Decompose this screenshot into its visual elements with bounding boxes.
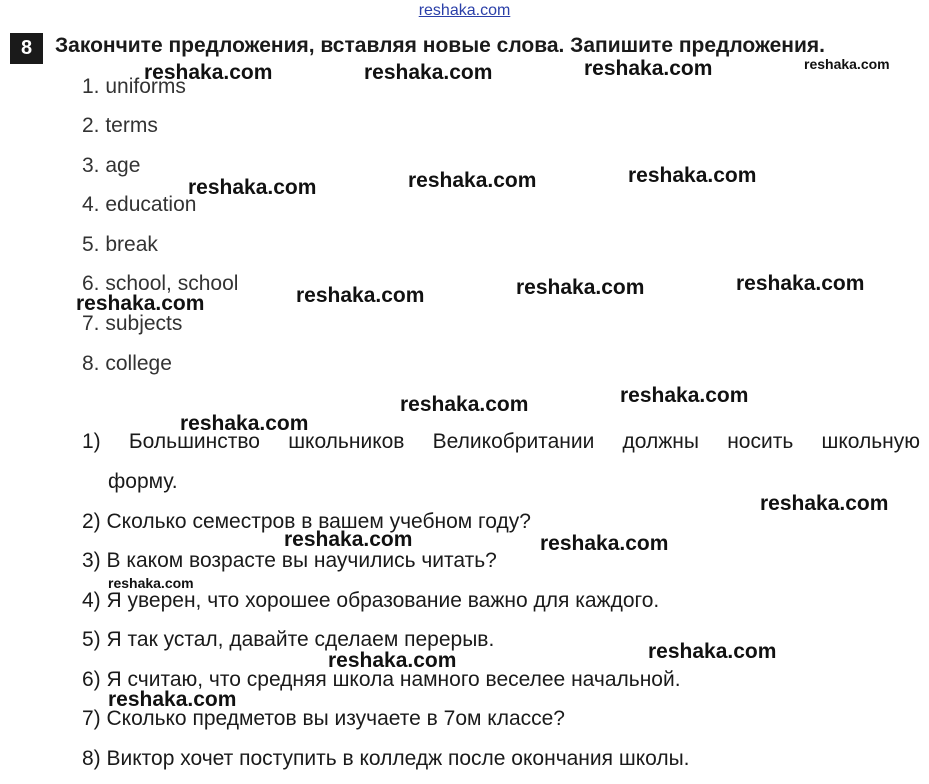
sentence-7: 7) Сколько предметов вы изучаете в 7ом классе? (82, 707, 565, 730)
watermark-text: reshaka.com (736, 272, 865, 295)
sentence-word: 1) (82, 430, 101, 453)
word-list-item: 3. age (82, 154, 141, 177)
sentence-word: школьников (288, 430, 405, 453)
watermark-text: reshaka.com (284, 528, 413, 551)
word-list-item: 5. break (82, 233, 158, 256)
watermark-text: reshaka.com (628, 164, 757, 187)
watermark-text: reshaka.com (516, 276, 645, 299)
sentence-6: 6) Я считаю, что средняя школа намного веселее начальной. (82, 668, 681, 691)
word-list-item: 6. school, school (82, 272, 239, 295)
watermark-text: reshaka.com (108, 575, 194, 591)
watermark-text: reshaka.com (108, 688, 237, 711)
sentence-word: носить (727, 430, 794, 453)
sentence-3: 3) В каком возрасте вы научились читать? (82, 549, 497, 572)
sentence-word: школьную (821, 430, 920, 453)
sentence-4: 4) Я уверен, что хорошее образование важно для каждого. (82, 589, 660, 612)
watermark-text: reshaka.com (144, 61, 273, 84)
watermark-text: reshaka.com (364, 61, 493, 84)
watermark-text: reshaka.com (760, 492, 889, 515)
sentence-5: 5) Я так устал, давайте сделаем перерыв. (82, 628, 495, 651)
watermark-text: reshaka.com (620, 384, 749, 407)
task-instruction: Закончите предложения, вставляя новые слова. Запишите предложения. (55, 34, 825, 57)
sentence-8: 8) Виктор хочет поступить в колледж после окончания школы. (82, 747, 690, 770)
watermark-text: reshaka.com (76, 292, 205, 315)
watermark-text: reshaka.com (296, 284, 425, 307)
word-list-item: 7. subjects (82, 312, 183, 335)
sentence-word: должны (622, 430, 699, 453)
watermark-text: reshaka.com (188, 176, 317, 199)
site-header-link[interactable]: reshaka.com (418, 2, 511, 19)
watermark-text: reshaka.com (648, 640, 777, 663)
task-number-badge: 8 (10, 33, 43, 64)
watermark-text: reshaka.com (408, 169, 537, 192)
watermark-text: reshaka.com (328, 649, 457, 672)
watermark-text: reshaka.com (584, 57, 713, 80)
word-list-item: 8. college (82, 352, 172, 375)
sentence-word: Великобритании (432, 430, 595, 453)
sentence-2: 2) Сколько семестров в вашем учебном году? (82, 510, 531, 533)
word-list-item: 2. terms (82, 114, 158, 137)
sentence-1-continuation: форму. (108, 470, 178, 493)
watermark-text: reshaka.com (400, 393, 529, 416)
word-list-item: 1. uniforms (82, 75, 186, 98)
sentence-word: Большинство (128, 430, 260, 453)
word-list-item: 4. education (82, 193, 197, 216)
watermark-text: reshaka.com (180, 412, 309, 435)
watermark-text: reshaka.com (540, 532, 669, 555)
watermark-text: reshaka.com (804, 56, 890, 72)
